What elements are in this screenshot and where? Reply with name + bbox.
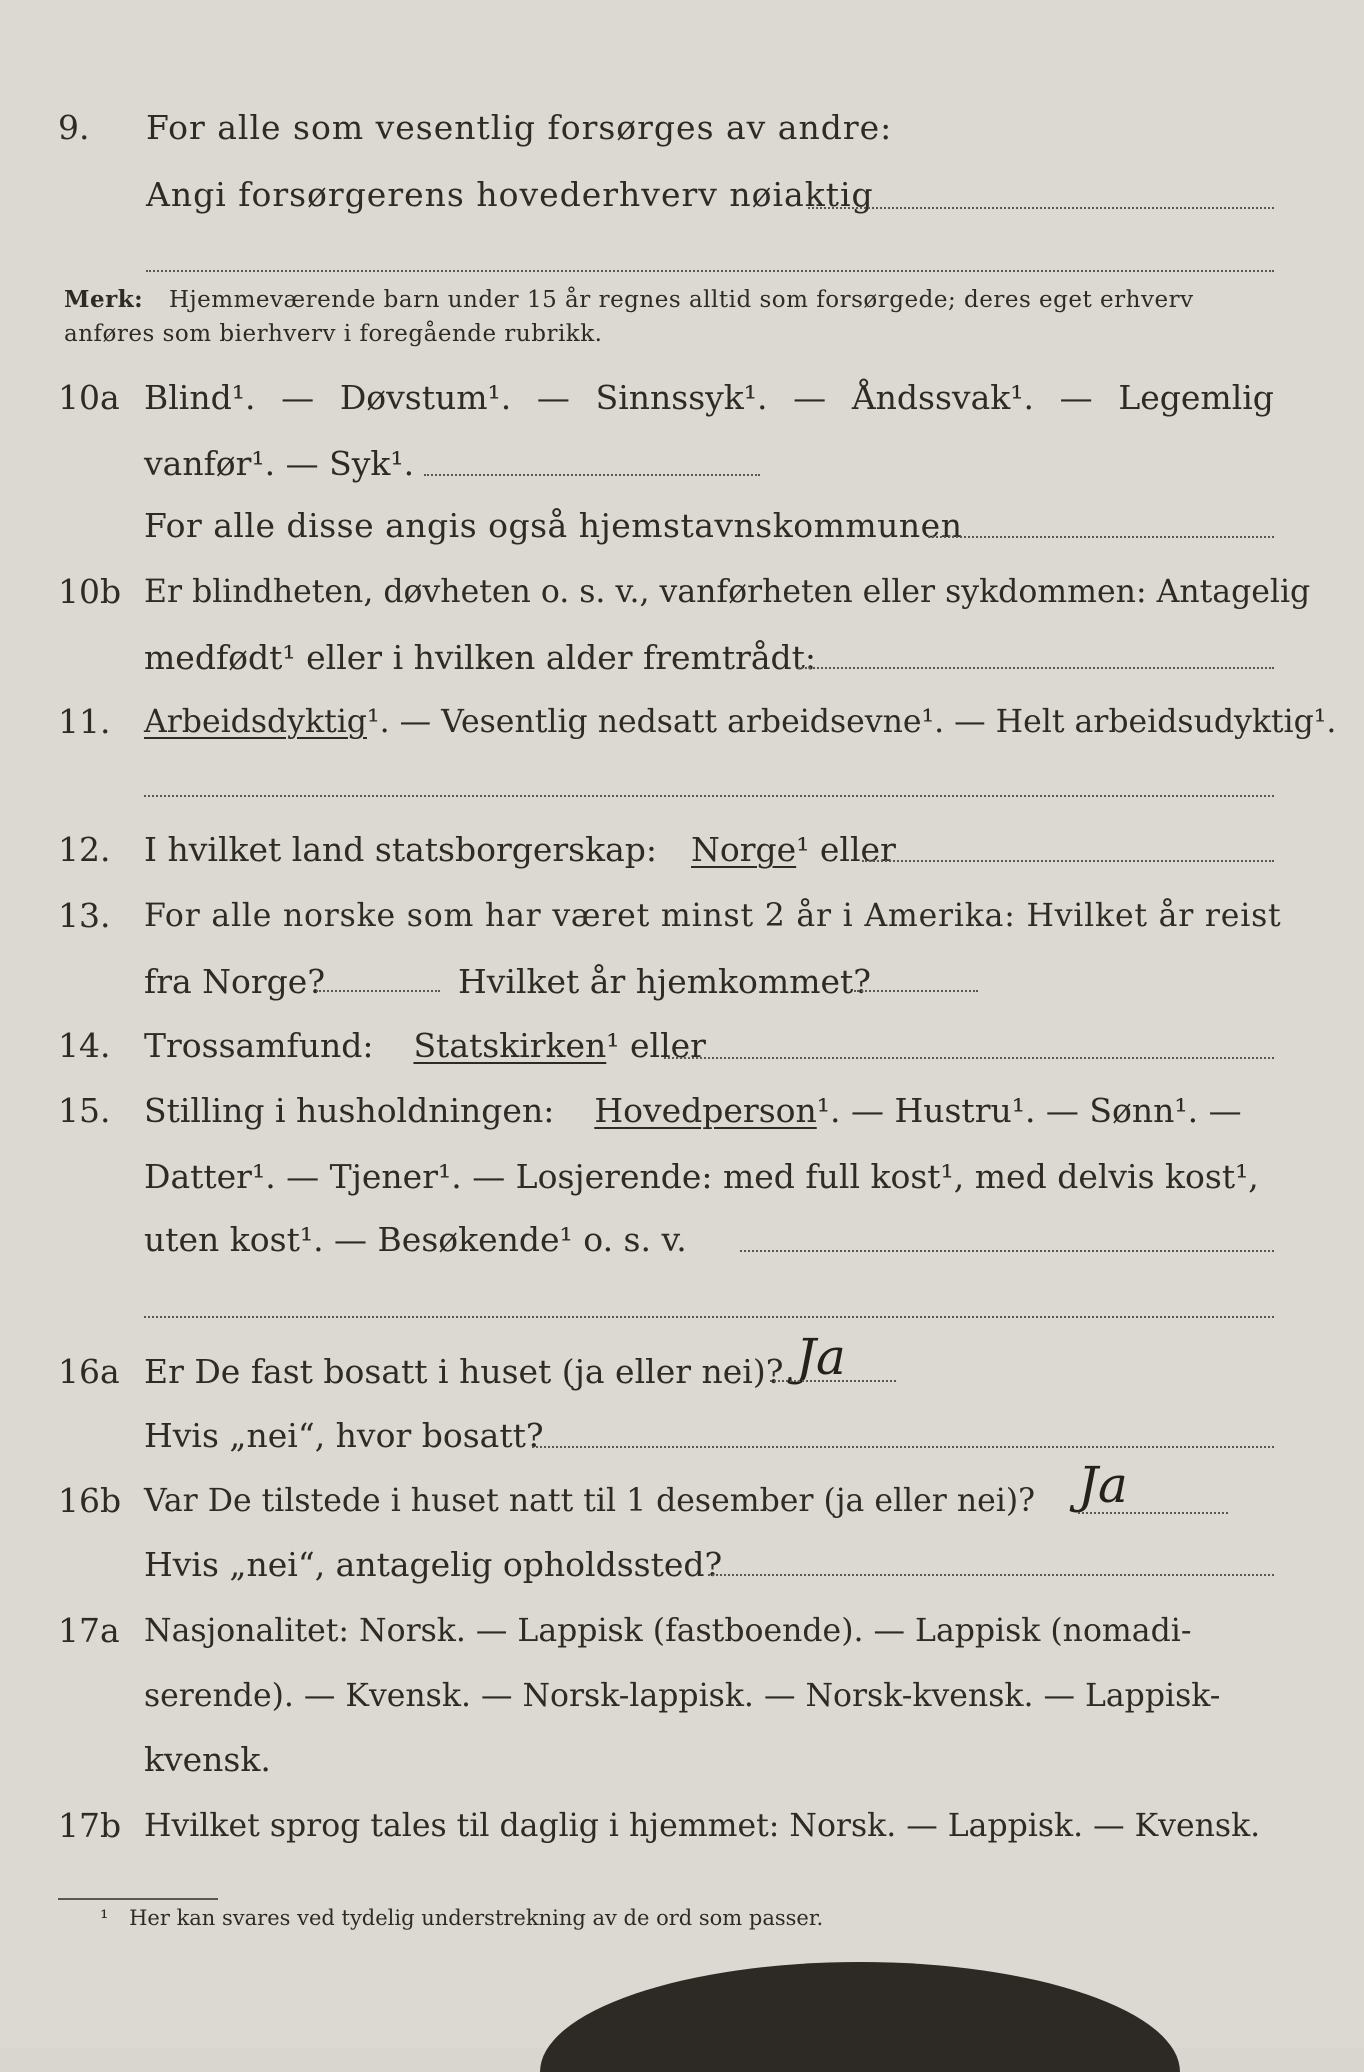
q11-number: 11. [58,702,111,741]
footnote-mark: ¹ [100,1906,109,1930]
q16a-line1: Er De fast bosatt i huset (ja eller nei)? [144,1352,784,1391]
merk-label: Merk: [64,286,144,313]
q15-answer-line[interactable] [740,1250,1274,1252]
q10a-hjemstavn-line[interactable] [928,536,1274,538]
q10b-answer-line[interactable] [798,667,1274,669]
q10a-dash: — [1059,378,1093,417]
q17a-number: 17a [58,1611,120,1650]
q17a-line2: serende). — Kvensk. — Norsk-lappisk. — Norsk-kvensk. — Lappisk- [144,1678,1221,1714]
q14-answer-line[interactable] [664,1057,1274,1059]
q17a-line3: kvensk. [144,1740,271,1779]
q15-number: 15. [58,1091,111,1130]
q16a-answer-line[interactable] [770,1380,896,1382]
q10b-line2: medfødt¹ eller i hvilken alder fremtrådt: [144,638,817,677]
q10a-dash: — [281,378,315,417]
q16b-line2: Hvis „nei“, antagelig opholdssted? [144,1545,723,1584]
q10b-number: 10b [58,572,122,611]
merk-text: Hjemmeværende barn under 15 år regnes alltid som forsørgede; deres eget erhverv anføres som bierhverv i foregående rubrikk. [64,287,1194,347]
q15-answer-line-2[interactable] [144,1316,1274,1318]
q12-number: 12. [58,830,111,869]
q12-line [144,830,896,870]
q9-line2: Angi forsørgerens hovederhverv nøiaktig [146,175,874,214]
q15-line1 [144,1091,1242,1131]
q12-answer-line[interactable] [862,860,1274,862]
q12-underlined-answer: Norge [691,830,797,869]
q16b-opholdssted-answer-line[interactable] [708,1574,1274,1576]
q10b-line1: Er blindheten, døvheten o. s. v., vanførheten eller sykdommen: Antagelig [144,574,1311,610]
q12-post: ¹ eller [796,830,896,869]
footnote [100,1906,823,1930]
q15-line2: Datter¹. — Tjener¹. — Losjerende: med full kost¹, med delvis kost¹, [144,1157,1259,1196]
q10a-item-sinnssyk: Sinnssyk¹. [595,378,768,417]
q10a-dash: — [793,378,827,417]
q14-line [144,1026,706,1066]
q9-answer-line-2[interactable] [146,270,1274,272]
q15-post: ¹. — Hustru¹. — Sønn¹. — [816,1091,1242,1130]
q17b-number: 17b [58,1806,122,1845]
q10a-dash: — [536,378,570,417]
q13-hjemkommet-answer-line[interactable] [854,990,978,992]
q14-underlined-answer: Statskirken [413,1026,607,1065]
q10a-answer-line[interactable] [424,474,760,476]
footnote-divider [58,1898,218,1900]
q11-answer-line[interactable] [144,795,1274,797]
q16b-answer-line[interactable] [1078,1512,1228,1514]
q17a-line1: Nasjonalitet: Norsk. — Lappisk (fastboende). — Lappisk (nomadi- [144,1613,1192,1649]
q10a-line1 [144,378,1274,418]
q17b-line1: Hvilket sprog tales til daglig i hjemmet: Norsk. — Lappisk. — Kvensk. [144,1808,1261,1844]
q11-underlined-answer: Arbeidsdyktig [144,704,367,740]
q10a-number: 10a [58,378,120,417]
q13-line1: For alle norske som har været minst 2 år i Amerika: Hvilket år reist [144,898,1282,934]
q13-line2b: Hvilket år hjemkommet? [458,962,871,1001]
q10a-item-legemlig: Legemlig [1118,378,1274,417]
q15-line3: uten kost¹. — Besøkende¹ o. s. v. [144,1220,687,1259]
ink-blot [540,1962,1180,2072]
q11-line [144,702,1336,742]
q16b-handwritten-answer: Ja [1078,1456,1128,1514]
q16a-line2: Hvis „nei“, hvor bosatt? [144,1416,544,1455]
q14-number: 14. [58,1026,111,1065]
q15-underlined-answer: Hovedperson [594,1091,817,1130]
q10a-line3: For alle disse angis også hjemstavnskommunen [144,506,963,545]
q9-answer-line[interactable] [808,207,1274,209]
q13-number: 13. [58,896,111,935]
q16b-number: 16b [58,1481,122,1520]
q16a-number: 16a [58,1352,120,1391]
q16a-handwritten-answer: Ja [796,1328,846,1386]
q16a-bosatt-answer-line[interactable] [532,1446,1274,1448]
q12-pre: I hvilket land statsborgerskap: [144,830,658,869]
q14-post: ¹ eller [606,1026,706,1065]
q10a-item-dovstum: Døvstum¹. [339,378,512,417]
q10a-item-blind: Blind¹. [144,378,256,417]
footnote-text: Her kan svares ved tydelig understrekning av de ord som passer. [129,1906,824,1930]
q10a-line2: vanfør¹. — Syk¹. [144,444,415,483]
q10a-item-andssvak: Åndssvak¹. [851,378,1034,417]
q16b-line1: Var De tilstede i huset natt til 1 desember (ja eller nei)? [144,1483,1036,1519]
q13-reist-answer-line[interactable] [316,990,440,992]
q11-rest: ¹. — Vesentlig nedsatt arbeidsevne¹. — Helt arbeidsudyktig¹. [366,704,1337,740]
q13-line2a: fra Norge? [144,962,326,1001]
q15-pre: Stilling i husholdningen: [144,1091,555,1130]
q9-number: 9. [58,108,90,147]
q9-line1: For alle som vesentlig forsørges av andre: [146,108,893,147]
q14-pre: Trossamfund: [144,1026,374,1065]
merk-note [64,283,1279,351]
